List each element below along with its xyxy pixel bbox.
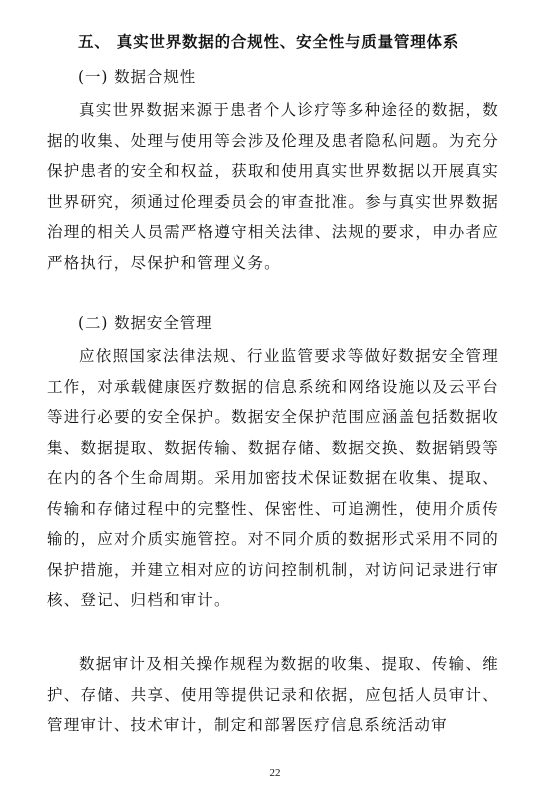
- paragraph-compliance: 真实世界数据来源于患者个人诊疗等多种途径的数据，数据的收集、处理与使用等会涉及伦理及患者隐私问题。为充分保护患者的安全和权益，获取和使用真实世界数据以开展真实世界研究，须通过伦理委员会的审查批准。参与真实世界数据治理的相关人员需严格遵守相关法律、法规的要求，申办者应严格执行，尽保护和管理义务。: [47, 101, 499, 272]
- paragraph-security-2: 数据审计及相关操作规程为数据的收集、提取、传输、维护、存储、共享、使用等提供记录和依据，应包括人员审计、管理审计、技术审计，制定和部署医疗信息系统活动审: [47, 655, 499, 734]
- subsection-heading-compliance: (一) 数据合规性: [78, 68, 197, 86]
- section-heading: 五、 真实世界数据的合规性、安全性与质量管理体系: [78, 33, 460, 51]
- paragraph-security-1: 应依照国家法律法规、行业监管要求等做好数据安全管理工作，对承载健康医疗数据的信息系统和网络设施以及云平台等进行必要的安全保护。数据安全保护范围应涵盖包括数据收集、数据提取、数据传输、数据存储、数据交换、数据销毁等在内的各个生命周期。采用加密技术保证数据在收集、提取、传输和存储过程中的完整性、保密性、可追溯性，使用介质传输的，应对介质实施管控。对不同介质的数据形式采用不同的保护措施，并建立相对应的访问控制机制，对访问记录进行审核、登记、归档和审计。: [47, 347, 499, 609]
- subsection-heading-security: (二) 数据安全管理: [78, 314, 213, 332]
- page-number: 22: [269, 767, 281, 779]
